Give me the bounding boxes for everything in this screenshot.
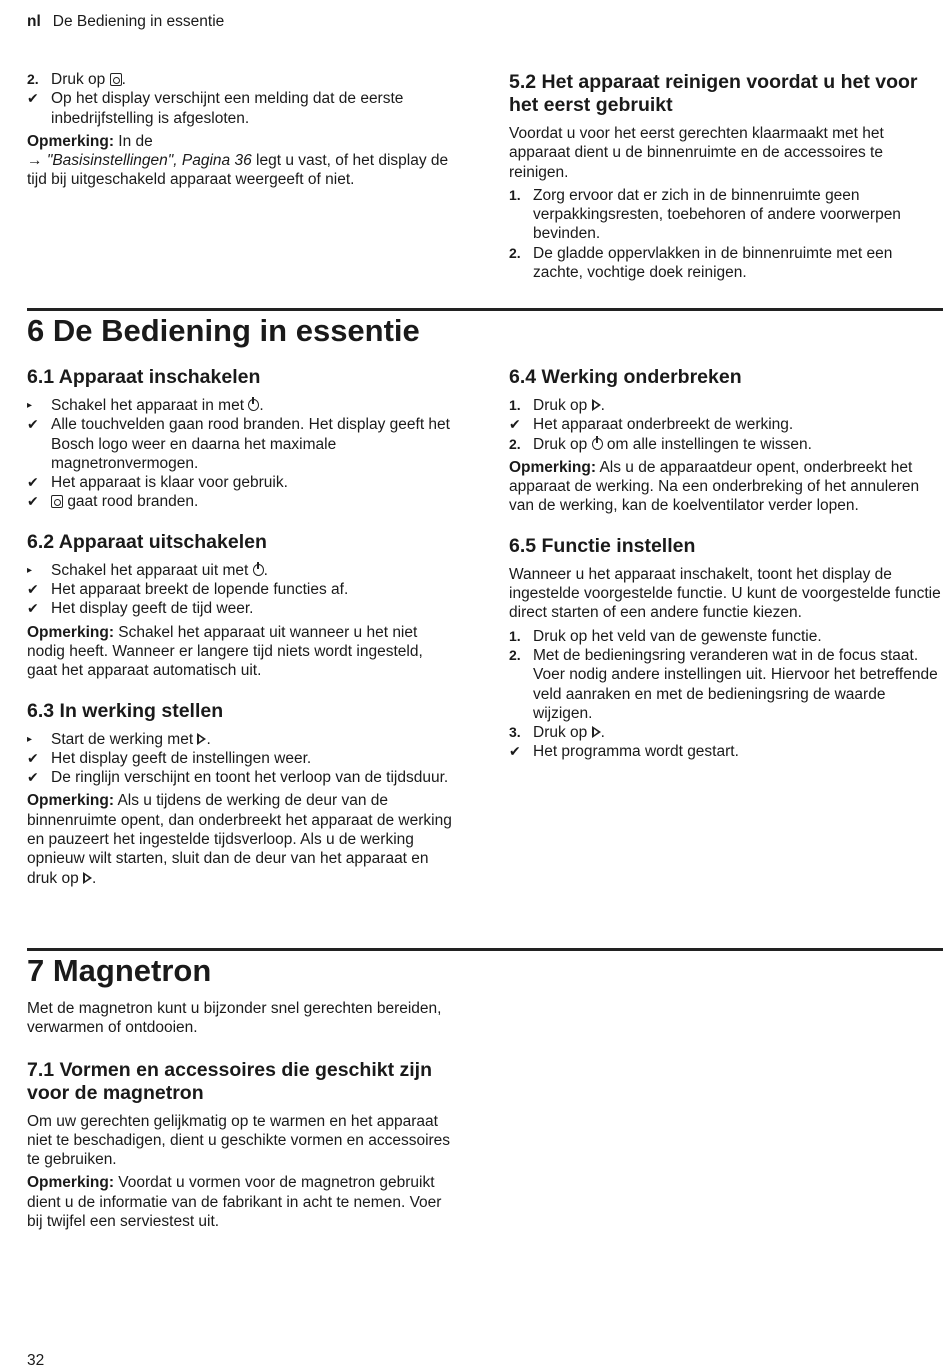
chapter-intro: Met de magnetron kunt u bijzonder snel gerechten bereiden, verwarmen of ontdooien. — [27, 1000, 442, 1037]
action-arrow-icon: ▸ — [27, 564, 33, 576]
check-icon: ✔ — [27, 90, 39, 107]
section-heading: 5.2 Het apparaat reinigen voordat u het voor het eerst gebruikt — [509, 71, 918, 116]
check-icon: ✔ — [27, 600, 39, 617]
result-item: ✔ Alle touchvelden gaan rood branden. Het display geeft het Bosch logo weer en daarna het maximale magnetronvermogen. — [27, 416, 450, 472]
check-icon: ✔ — [27, 474, 39, 491]
section-heading: 6.4 Werking onderbreken — [509, 366, 742, 388]
chapter-heading: 7 Magnetron — [27, 953, 212, 988]
step-item: 1. Druk op het veld van de gewenste functie. — [509, 627, 822, 645]
clock-icon — [110, 73, 122, 86]
action-arrow-icon: ▸ — [27, 400, 33, 411]
page-number: 32 — [27, 1352, 45, 1369]
section-5-2 — [509, 71, 944, 282]
result-item: ✔ De ringlijn verschijnt en toont het verloop van de tijdsduur. — [27, 769, 449, 787]
power-icon — [248, 399, 259, 411]
language-code: nl — [27, 13, 41, 30]
check-icon: ✔ — [509, 743, 521, 760]
chapter-rule — [27, 308, 943, 311]
check-icon: ✔ — [27, 416, 39, 433]
play-icon — [592, 726, 601, 738]
result-item: ✔ Het apparaat is klaar voor gebruik. — [27, 474, 288, 492]
step-item: 1. Druk op . — [509, 397, 605, 414]
play-icon — [83, 872, 92, 884]
check-icon: ✔ — [509, 416, 521, 433]
result-item: ✔ gaat rood branden. — [27, 493, 199, 511]
chapter-6-left — [27, 366, 457, 888]
play-icon — [197, 733, 206, 745]
header-title: De Bediening in essentie — [52, 13, 225, 30]
note: Opmerking: Als u de apparaatdeur opent, onderbreekt het apparaat de werking. Na een onderbreking of het annuleren van de werking, kan de koelventilator verder lopen. — [509, 458, 920, 515]
chapter-6-right — [509, 366, 944, 762]
step-item: 2. Druk op . — [27, 71, 126, 88]
section-intro: Wanneer u het apparaat inschakelt, toont het display de ingestelde voorgestelde functie. U kunt de voorgestelde functie direct starten of een andere functie kiezen. — [509, 565, 941, 622]
check-icon: ✔ — [27, 749, 39, 766]
result-item: ✔ Het apparaat breekt de lopende functies af. — [27, 581, 349, 599]
step-item: 1. Zorg ervoor dat er zich in de binnenruimte geen verpakkingsresten, toebehoren of andere voorwerpen bevinden. — [509, 186, 901, 243]
section-intro: Om uw gerechten gelijkmatig op te warmen en het apparaat niet te beschadigen, dient u geschikte vormen en accessoires te gebruiken. — [27, 1112, 451, 1169]
result-item: ✔ Het programma wordt gestart. — [509, 743, 739, 761]
note: Opmerking: Voordat u vormen voor de magnetron gebruikt dient u de informatie van de fabrikant in acht te nemen. Voer bij twijfel een serviestest uit. — [27, 1174, 442, 1231]
result-item: ✔ Op het display verschijnt een melding dat de eerste inbedrijfstelling is afgesloten. — [27, 90, 404, 127]
play-icon — [592, 399, 601, 411]
section-heading: 6.2 Apparaat uitschakelen — [27, 530, 267, 553]
action-item: ▸ Schakel het apparaat uit met . — [27, 561, 268, 579]
chapter-7-left — [27, 999, 457, 1231]
section-heading: 7.1 Vormen en accessoires die geschikt zijn voor de magnetron — [27, 1058, 432, 1104]
step-item: 2. De gladde oppervlakken in de binnenruimte met een zachte, vochtige doek reinigen. — [509, 244, 893, 282]
action-item: ▸ Schakel het apparaat in met . — [27, 397, 264, 414]
result-item: ✔ Het apparaat onderbreekt de werking. — [509, 416, 794, 434]
chapter-rule — [27, 948, 943, 951]
chapter-heading: 6 De Bediening in essentie — [27, 313, 420, 348]
result-item: ✔ Het display geeft de instellingen weer. — [27, 749, 312, 767]
arrow-icon: → — [27, 152, 43, 170]
top-left-block — [27, 70, 457, 190]
result-item: ✔ Het display geeft de tijd weer. — [27, 600, 254, 618]
check-icon: ✔ — [27, 769, 39, 786]
action-item: ▸ Start de werking met . — [27, 730, 211, 748]
cross-reference-link[interactable]: "Basisinstellingen", Pagina 36 — [46, 152, 252, 170]
power-icon — [253, 564, 264, 576]
check-icon: ✔ — [27, 581, 39, 598]
check-icon: ✔ — [27, 493, 39, 510]
running-header — [27, 12, 224, 31]
action-arrow-icon: ▸ — [27, 733, 33, 745]
note: Opmerking: In de → "Basisinstellingen", Pagina 36 legt u vast, of het display de tijd bij uitgeschakeld apparaat weergeeft of niet. — [27, 132, 449, 189]
note: Opmerking: Als u tijdens de werking de deur van de binnenruimte opent, dan onderbreekt het apparaat de werking en pauzeert het ingestelde tijdsverloop. Als u de werking opnieuw wilt starten, sluit dan de deur van het apparaat en druk op . — [27, 792, 452, 887]
section-heading: 6.1 Apparaat inschakelen — [27, 366, 261, 388]
note: Opmerking: Schakel het apparaat uit wanneer u het niet nodig heeft. Wanneer er langere tijd niets wordt ingesteld, gaat het apparaat automatisch uit. — [27, 623, 423, 680]
section-heading: 6.5 Functie instellen — [509, 534, 696, 557]
power-icon — [592, 438, 603, 450]
section-heading: 6.3 In werking stellen — [27, 699, 224, 722]
section-intro: Voordat u voor het eerst gerechten klaarmaakt met het apparaat dient u de binnenruimte en de accessoires te reinigen. — [509, 125, 884, 181]
step-item: 2. Met de bedieningsring veranderen wat in de focus staat. Voer nodig andere instellingen uit. Hiervoor het betreffende veld aanraken en met de bedieningsring de waarde wijzigen. — [509, 646, 938, 722]
clock-icon — [51, 495, 63, 508]
step-item: 2. Druk op om alle instellingen te wissen. — [509, 435, 812, 453]
step-item: 3. Druk op . — [509, 724, 605, 742]
